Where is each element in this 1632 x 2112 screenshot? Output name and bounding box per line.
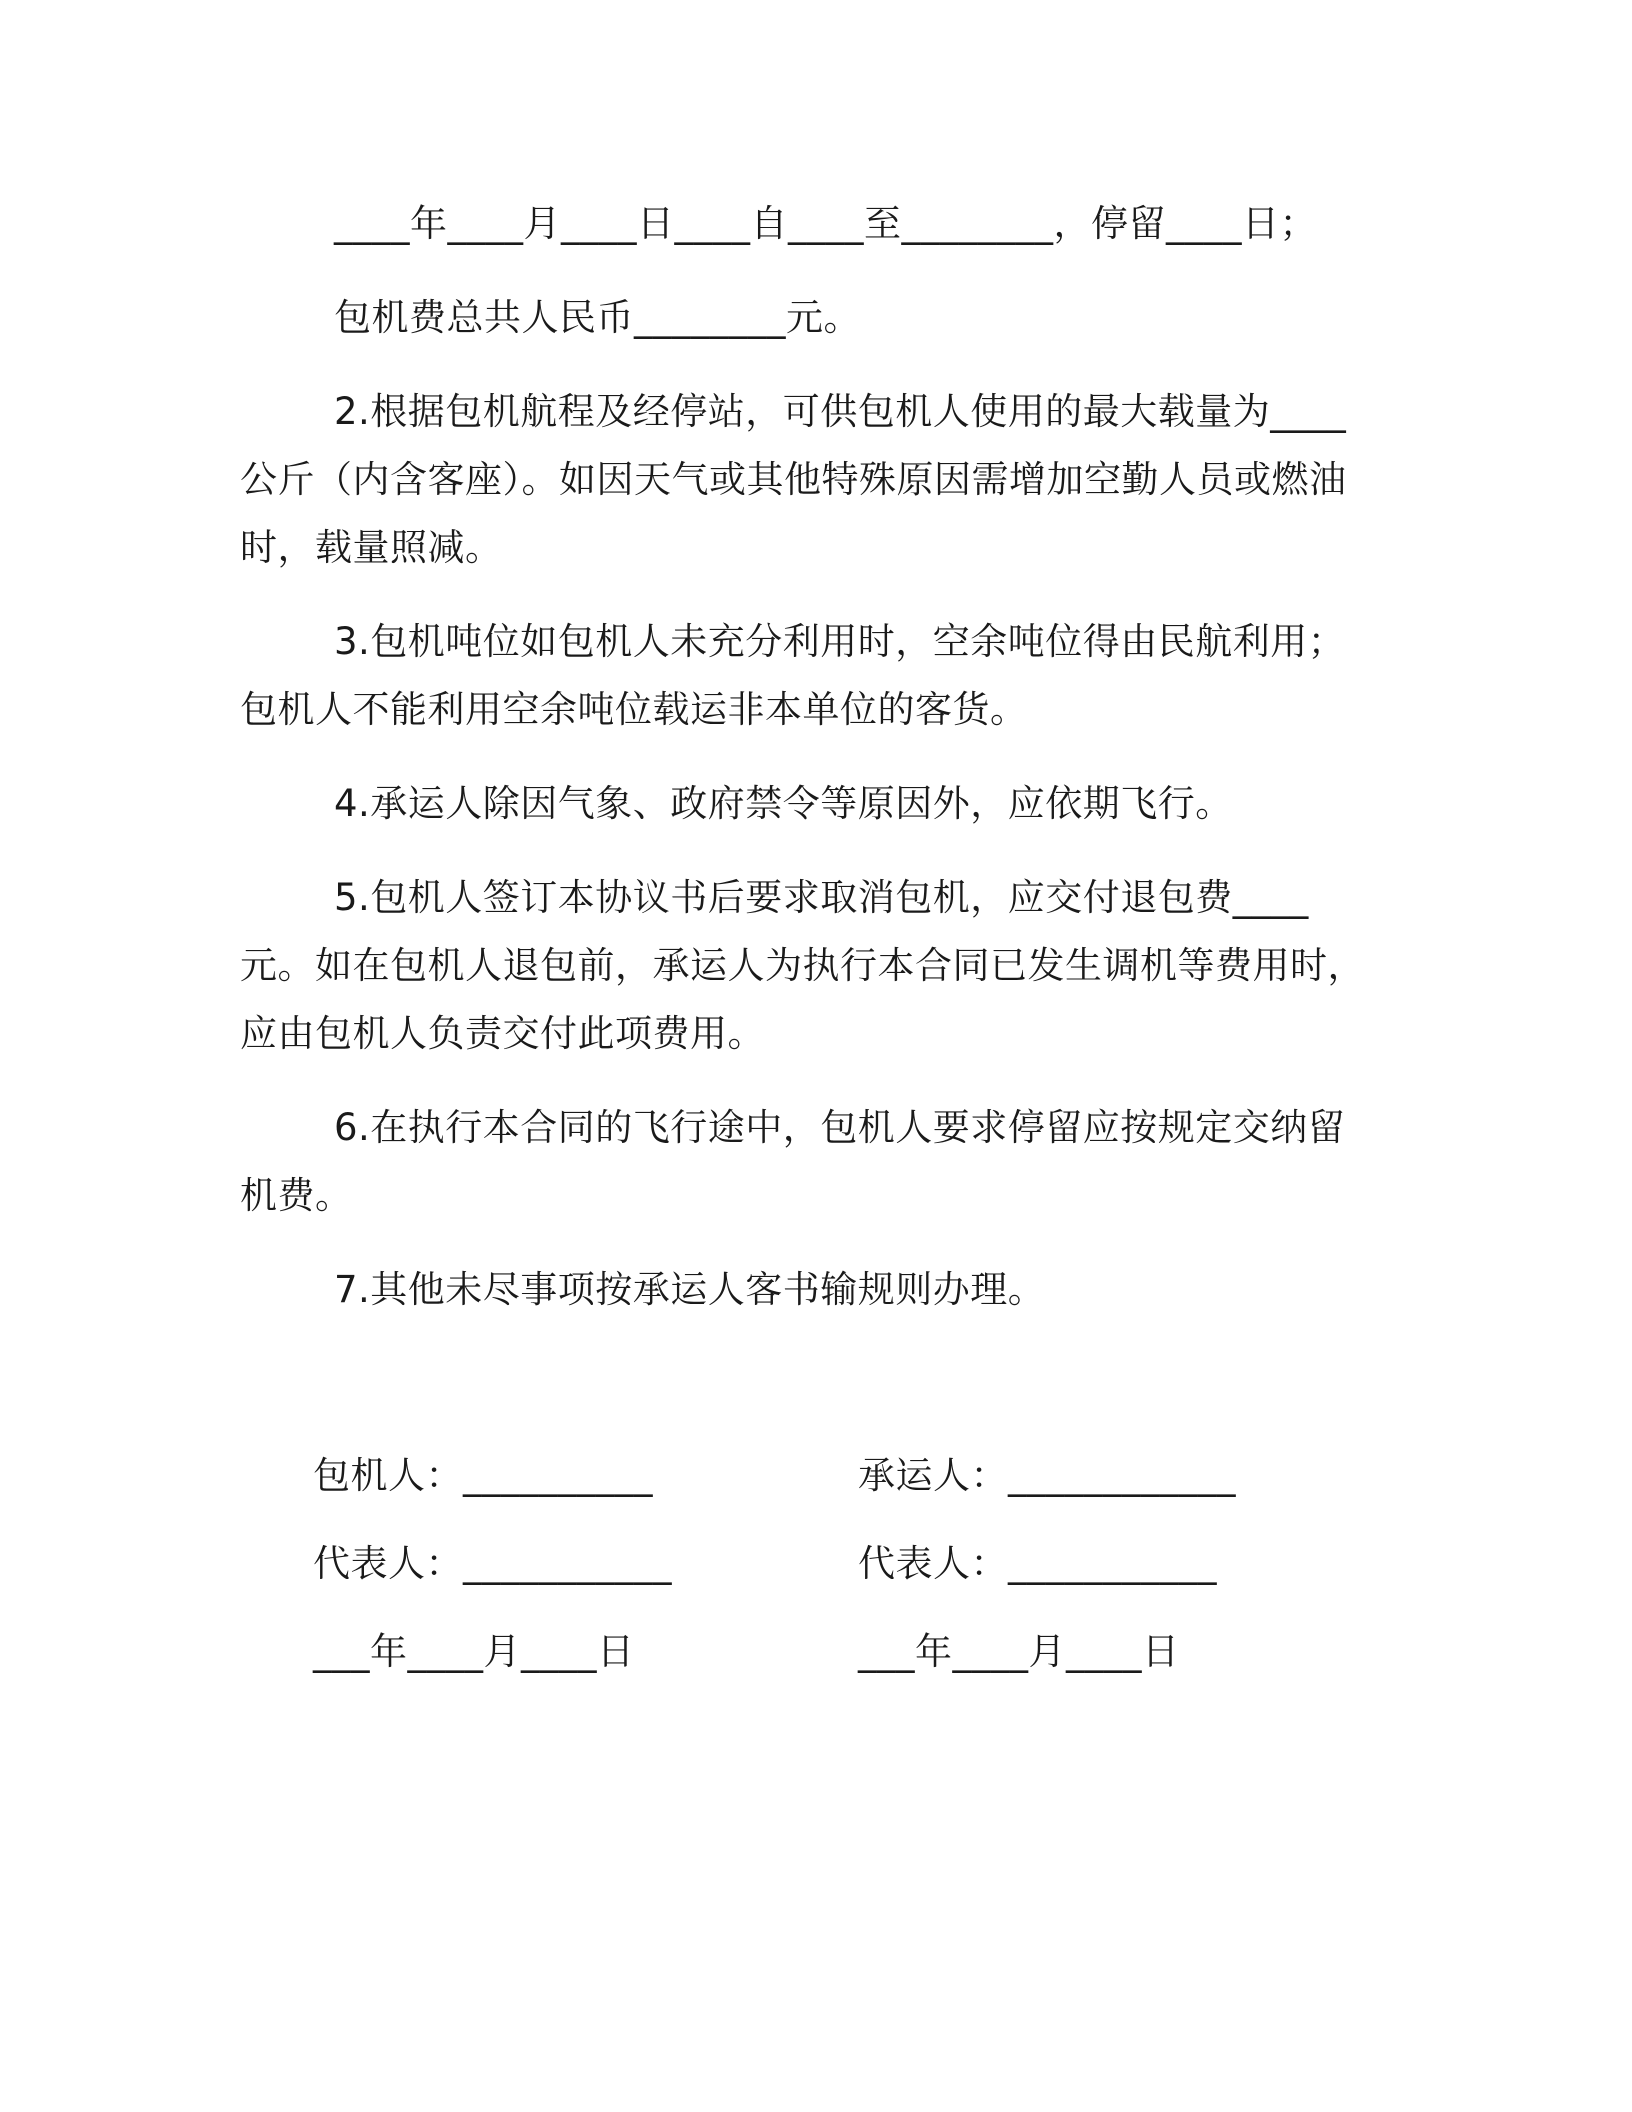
contract-body — [240, 190, 1380, 1350]
carrier-name-field: 承运人：____________ — [858, 1454, 1236, 1497]
charterer-representative-field: 代表人：___________ — [313, 1542, 672, 1585]
carrier-representative-field: 代表人：___________ — [858, 1542, 1217, 1585]
charter-fee-line: 包机费总共人民币________元。 — [334, 296, 861, 339]
clause-7: 7.其他未尽事项按承运人客书输规则办理。 — [334, 1268, 1046, 1311]
charterer-signature-block — [313, 1432, 672, 1696]
charterer-date-field: ___年____月____日 — [313, 1630, 635, 1673]
clause-5: 5.包机人签订本协议书后要求取消包机，应交付退包费____元。如在包机人退包前，承运人为执行本合同已发生调机等费用时，应由包机人负责交付此项费用。 — [240, 876, 1365, 1055]
clause-6: 6.在执行本合同的飞行途中，包机人要求停留应按规定交纳留机费。 — [240, 1106, 1346, 1217]
carrier-signature-block — [858, 1432, 1236, 1696]
carrier-date-field: ___年____月____日 — [858, 1630, 1180, 1673]
clause-2: 2.根据包机航程及经停站，可供包机人使用的最大载量为____公斤（内含客座）。如因天气或其他特殊原因需增加空勤人员或燃油时，载量照减。 — [240, 390, 1347, 569]
charterer-name-field: 包机人：__________ — [313, 1454, 653, 1497]
clause-3: 3.包机吨位如包机人未充分利用时，空余吨位得由民航利用；包机人不能利用空余吨位载运非本单位的客货。 — [240, 620, 1346, 731]
schedule-line: ____年____月____日____自____至________，停留____日； — [334, 202, 1317, 245]
clause-4: 4.承运人除因气象、政府禁令等原因外，应依期飞行。 — [334, 782, 1233, 825]
